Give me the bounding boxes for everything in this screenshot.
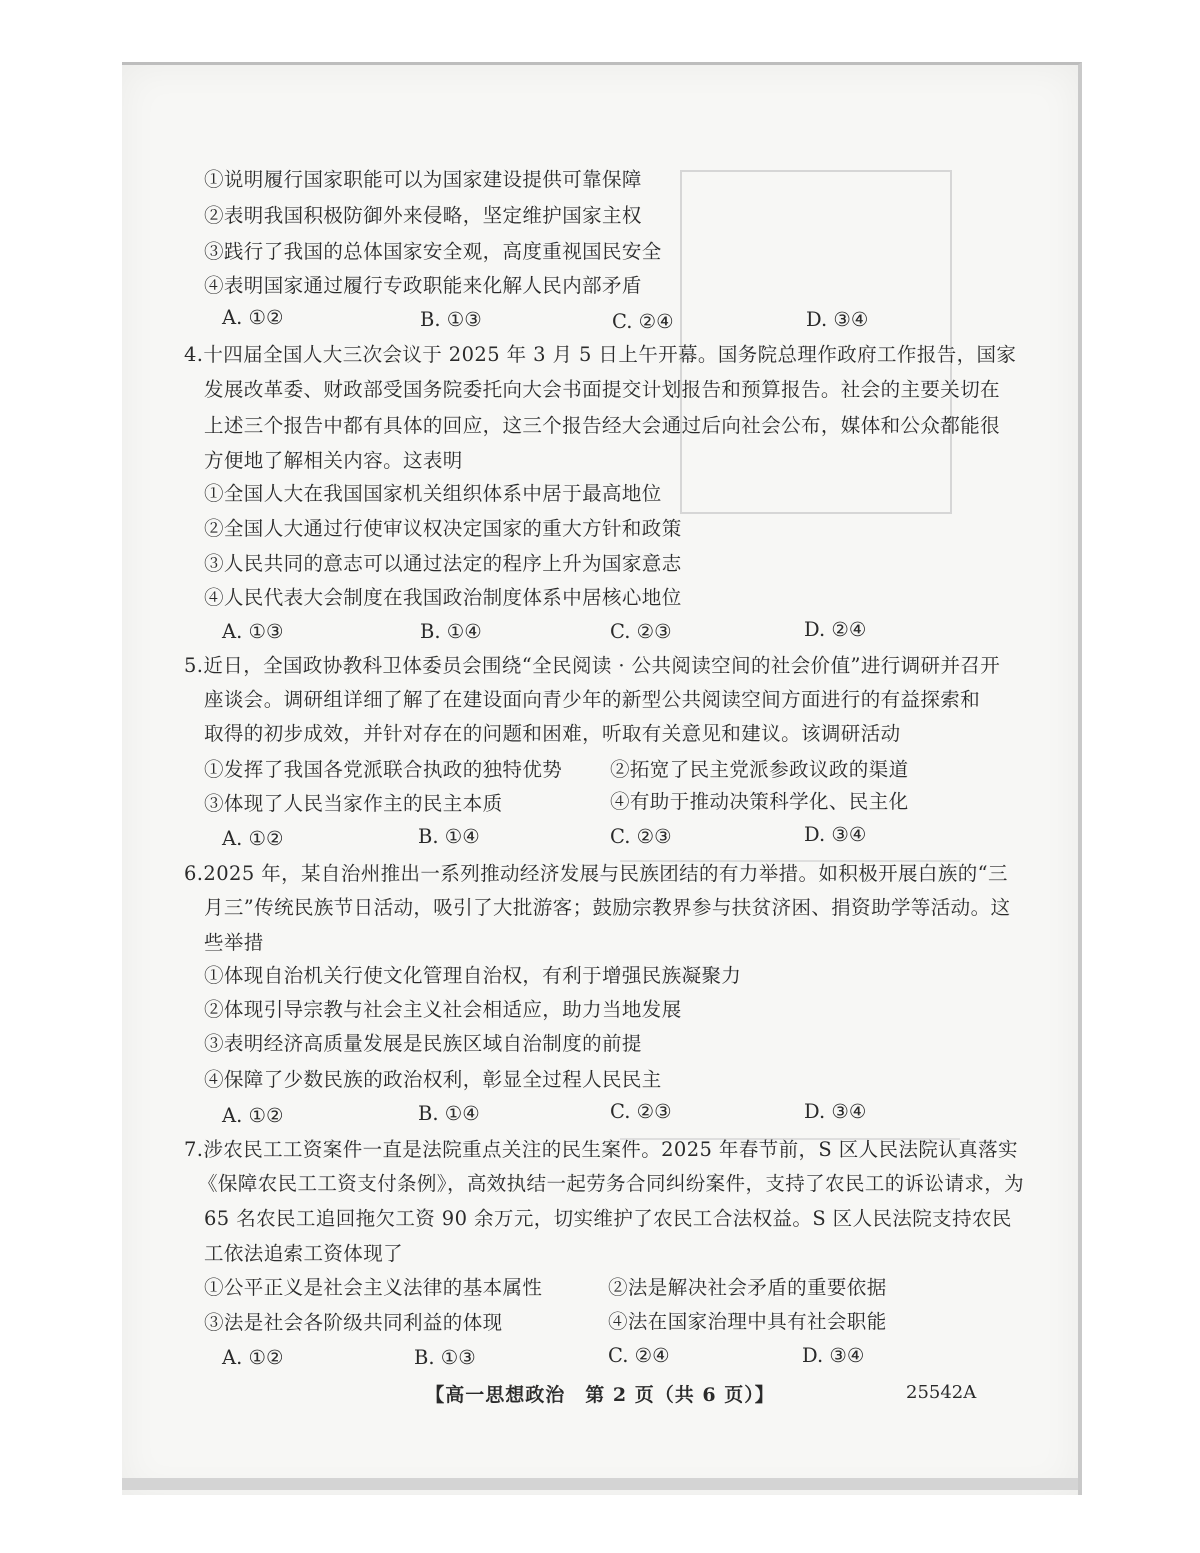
q3-choice-b: B. ①③ <box>420 308 482 331</box>
q6-choice-a: A. ①② <box>222 1104 284 1127</box>
q5-item-2: ②拓宽了民主党派参政议政的渠道 <box>610 758 909 781</box>
q6-item-3: ③表明经济高质量发展是民族区域自治制度的前提 <box>204 1032 642 1055</box>
paper-code: 25542A <box>906 1382 977 1403</box>
q7-choice-b: B. ①③ <box>414 1346 476 1369</box>
q4-choice-c: C. ②③ <box>610 620 672 643</box>
show-through-box <box>680 170 952 514</box>
q6-choice-b: B. ①④ <box>418 1102 480 1125</box>
q7-choice-d: D. ③④ <box>802 1344 865 1367</box>
q6-stem-line-1: 6.2025 年，某自治州推出一系列推动经济发展与民族团结的有力举措。如积极开展白族的“三 <box>184 862 1008 885</box>
q6-item-4: ④保障了少数民族的政治权利，彰显全过程人民民主 <box>204 1068 662 1091</box>
q7-item-1: ①公平正义是社会主义法律的基本属性 <box>204 1276 543 1299</box>
q7-item-2: ②法是解决社会矛盾的重要依据 <box>608 1276 887 1299</box>
q3-choice-c: C. ②④ <box>612 310 674 333</box>
q5-item-1: ①发挥了我国各党派联合执政的独特优势 <box>204 758 563 781</box>
q7-item-4: ④法在国家治理中具有社会职能 <box>608 1310 887 1333</box>
q4-item-3: ③人民共同的意志可以通过法定的程序上升为国家意志 <box>204 552 682 575</box>
q5-stem-line-2: 座谈会。调研组详细了解了在建设面向青少年的新型公共阅读空间方面进行的有益探索和 <box>204 688 981 711</box>
q5-item-3: ③体现了人民当家作主的民主本质 <box>204 792 503 815</box>
q5-choice-c: C. ②③ <box>610 825 672 848</box>
q7-stem-line-1: 7.涉农民工工资案件一直是法院重点关注的民生案件。2025 年春节前，S 区人民法院认真落实 <box>184 1138 1018 1161</box>
q3-choice-d: D. ③④ <box>806 308 869 331</box>
q4-item-2: ②全国人大通过行使审议权决定国家的重大方针和政策 <box>204 517 682 540</box>
q5-stem-line-1: 5.近日，全国政协教科卫体委员会围绕“全民阅读 · 公共阅读空间的社会价值”进行调研并召开 <box>184 654 1001 677</box>
q7-stem-line-2: 《保障农民工工资支付条例》，高效执结一起劳务合同纠纷案件，支持了农民工的诉讼请求，为 <box>198 1172 1025 1195</box>
q7-stem-line-3: 65 名农民工追回拖欠工资 90 余万元，切实维护了农民工合法权益。S 区人民法院支持农民 <box>204 1207 1012 1230</box>
q3-item-4: ④表明国家通过履行专政职能来化解人民内部矛盾 <box>204 274 642 297</box>
q3-choice-a: A. ①② <box>222 306 284 329</box>
q7-choice-a: A. ①② <box>222 1346 284 1369</box>
q6-item-2: ②体现引导宗教与社会主义社会相适应，助力当地发展 <box>204 998 682 1021</box>
q4-choice-a: A. ①③ <box>222 620 284 643</box>
paper-edge <box>122 1478 1078 1490</box>
q5-choice-b: B. ①④ <box>418 825 480 848</box>
q7-stem-line-4: 工依法追索工资体现了 <box>204 1242 404 1265</box>
q3-item-2: ②表明我国积极防御外来侵略，坚定维护国家主权 <box>204 204 642 227</box>
q5-item-4: ④有助于推动决策科学化、民主化 <box>610 790 909 813</box>
q4-stem-line-1: 4.十四届全国人大三次会议于 2025 年 3 月 5 日上午开幕。国务院总理作政府工作报告，国家 <box>184 343 1017 366</box>
q6-choice-c: C. ②③ <box>610 1100 672 1123</box>
q4-stem-line-4: 方便地了解相关内容。这表明 <box>204 449 463 472</box>
q4-item-1: ①全国人大在我国国家机关组织体系中居于最高地位 <box>204 482 662 505</box>
q7-choice-c: C. ②④ <box>608 1344 670 1367</box>
q3-item-3: ③践行了我国的总体国家安全观，高度重视国民安全 <box>204 240 662 263</box>
q6-choice-d: D. ③④ <box>804 1100 867 1123</box>
q4-choice-d: D. ②④ <box>804 618 867 641</box>
q6-item-1: ①体现自治机关行使文化管理自治权，有利于增强民族凝聚力 <box>204 964 742 987</box>
q6-stem-line-2: 月三”传统民族节日活动，吸引了大批游客；鼓励宗教界参与扶贫济困、捐资助学等活动。这 <box>204 896 1011 919</box>
q4-item-4: ④人民代表大会制度在我国政治制度体系中居核心地位 <box>204 586 682 609</box>
q6-stem-line-3: 些举措 <box>204 931 264 954</box>
q4-stem-line-3: 上述三个报告中都有具体的回应，这三个报告经大会通过后向社会公布，媒体和公众都能很 <box>204 414 1001 437</box>
q7-item-3: ③法是社会各阶级共同利益的体现 <box>204 1311 503 1334</box>
q5-choice-a: A. ①② <box>222 827 284 850</box>
q4-stem-line-2: 发展改革委、财政部受国务院委托向大会书面提交计划报告和预算报告。社会的主要关切在 <box>204 378 1001 401</box>
page-footer-title: 【高一思想政治 第 2 页（共 6 页）】 <box>425 1384 775 1406</box>
q3-item-1: ①说明履行国家职能可以为国家建设提供可靠保障 <box>204 168 642 191</box>
q5-choice-d: D. ③④ <box>804 823 867 846</box>
q4-choice-b: B. ①④ <box>420 620 482 643</box>
q5-stem-line-3: 取得的初步成效，并针对存在的问题和困难，听取有关意见和建议。该调研活动 <box>204 722 901 745</box>
